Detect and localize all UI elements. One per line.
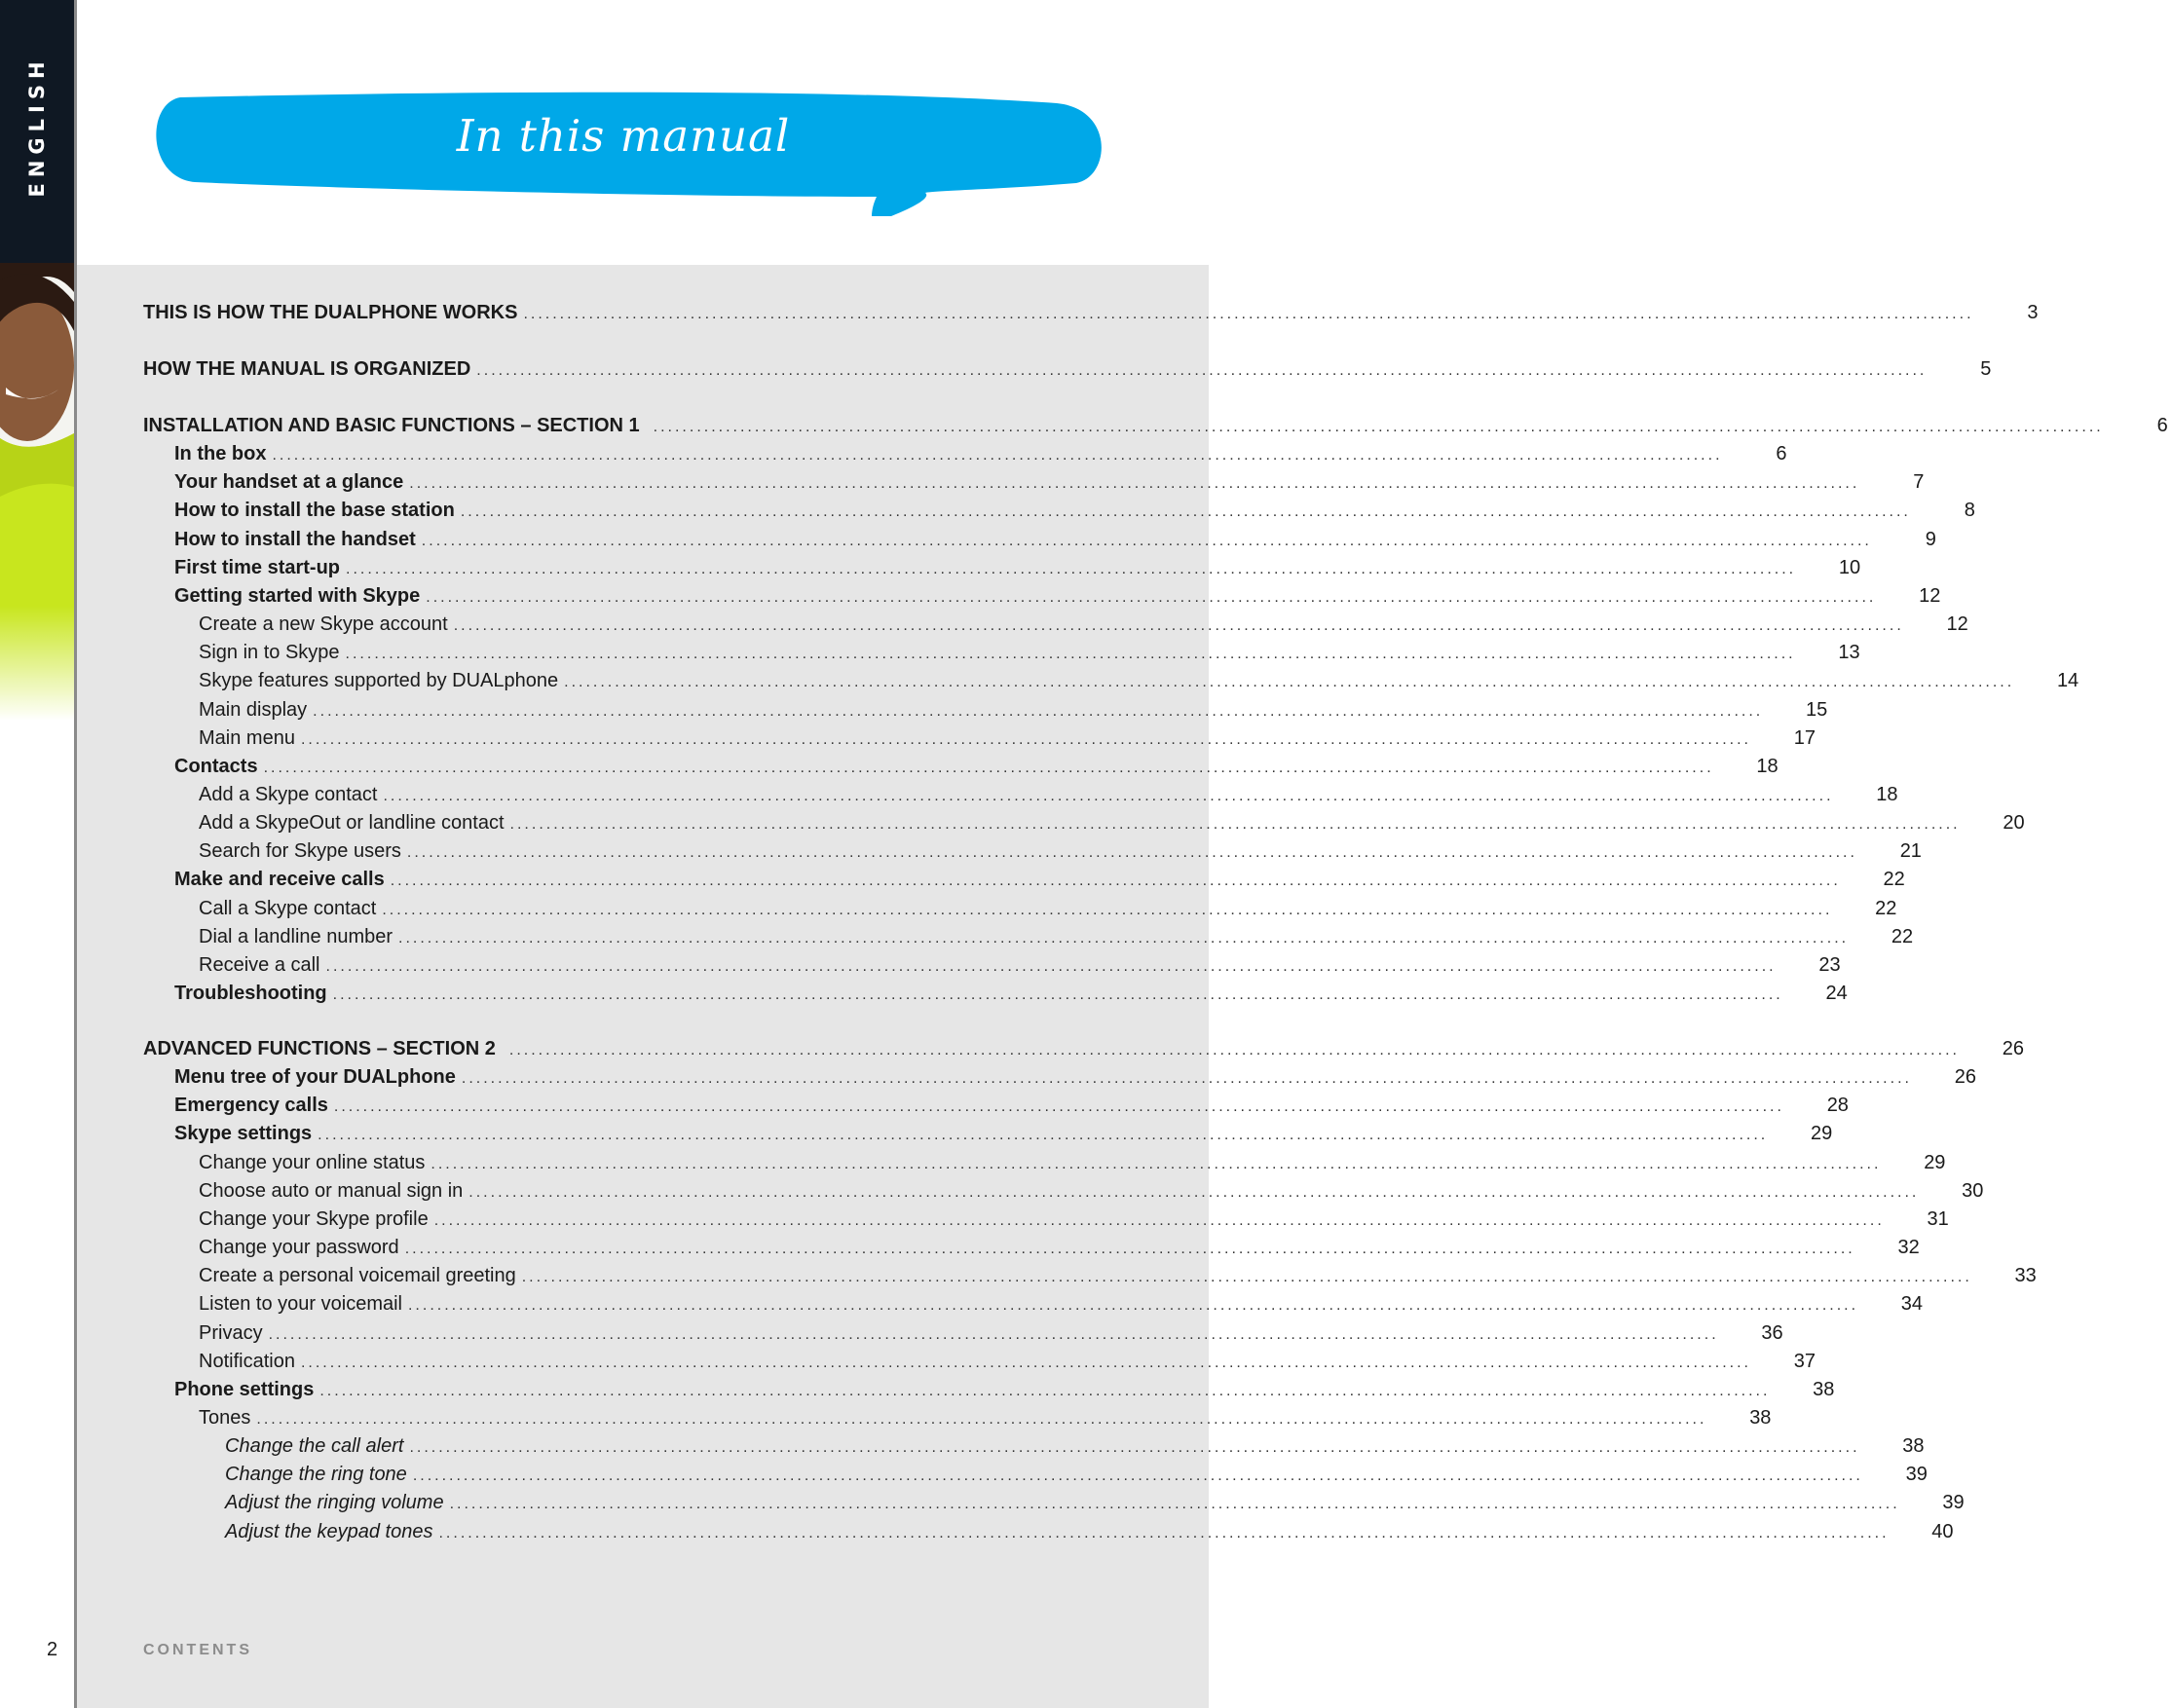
dot-leader: ........................................................................................................................................................................................................ [409,475,1860,493]
toc-entry-title: Adjust the keypad tones [225,1520,433,1542]
dot-leader: ........................................................................................................................................................................................................ [383,787,1834,804]
dot-leader: ........................................................................................................................................................................................................ [313,702,1764,720]
page-title: In this manual [456,110,791,162]
dot-leader: ........................................................................................................................................................................................................ [461,1070,1912,1088]
dot-leader: ........................................................................................................................................................................................................ [523,306,1974,322]
toc-entry-title: ADVANCED FUNCTIONS – SECTION 2 [143,1038,496,1059]
toc-entry[interactable] [143,1095,1849,1123]
dot-leader: ........................................................................................................................................................................................................ [319,1382,1771,1399]
toc-entry[interactable] [143,358,1992,387]
dot-leader: ........................................................................................................................................................................................................ [438,1524,1890,1541]
toc-page-number: 26 [2002,1038,2024,1059]
toc-page-number: 38 [1813,1378,1835,1400]
language-label: ENGLISH [25,56,49,198]
toc-entry-title: Change the call alert [225,1435,404,1458]
dot-leader: ........................................................................................................................................................................................................ [398,929,1850,947]
dot-leader: ........................................................................................................................................................................................................ [431,1155,1882,1172]
toc-page-number: 38 [1902,1435,1925,1458]
toc-entry[interactable] [143,869,1905,897]
toc-page-number: 31 [1927,1207,1949,1230]
toc-entry-title: Change your Skype profile [199,1207,429,1230]
toc-page-number: 3 [2027,302,2039,323]
toc-entry-title: Call a Skype contact [199,897,377,919]
dot-leader: ........................................................................................................................................................................................................ [433,1211,1885,1229]
dot-leader: ........................................................................................................................................................................................................ [300,730,1751,748]
toc-entry-title: Adjust the ringing volume [225,1492,444,1514]
toc-entry[interactable] [143,1492,1965,1520]
dot-leader: ........................................................................................................................................................................................................ [333,1098,1784,1116]
toc-page-number: 20 [2003,812,2025,835]
toc-entry[interactable] [143,1293,1924,1321]
toc-entry-title: Make and receive calls [174,869,385,891]
section-label: CONTENTS [143,1642,252,1658]
toc-entry[interactable] [143,1151,1946,1180]
dot-leader: ........................................................................................................................................................................................................ [272,447,1723,464]
toc-entry[interactable] [143,698,1828,727]
toc-page-number: 29 [1810,1123,1833,1145]
toc-entry[interactable] [143,812,2025,840]
dot-leader: ........................................................................................................................................................................................................ [412,1467,1863,1485]
toc-page-number: 22 [1875,897,1897,919]
toc-entry[interactable] [143,1237,1920,1265]
toc-entry[interactable] [143,642,1860,670]
toc-page-number: 9 [1925,528,1936,550]
dot-leader: ........................................................................................................................................................................................................ [390,873,1841,890]
toc-entry[interactable] [143,613,1968,642]
toc-entry[interactable] [143,1265,2037,1293]
dot-leader: ........................................................................................................................................................................................................ [521,1269,1972,1286]
toc-entry-title: Your handset at a glance [174,471,404,494]
dot-leader: ........................................................................................................................................................................................................ [476,362,1928,379]
toc-entry[interactable] [143,1464,1928,1492]
toc-page-number: 24 [1825,983,1848,1004]
toc-page-number: 8 [1964,500,1975,522]
toc-entry[interactable] [143,302,2039,330]
toc-page-number: 5 [1980,358,1992,380]
dot-leader: ........................................................................................................................................................................................................ [449,1496,1900,1513]
toc-page-number: 18 [1876,783,1898,805]
toc-entry-title: Add a SkypeOut or landline contact [199,812,505,835]
dot-leader: ........................................................................................................................................................................................................ [300,1354,1751,1371]
toc-entry-title: INSTALLATION AND BASIC FUNCTIONS – SECTION 1 [143,415,640,436]
toc-entry-title: Phone settings [174,1378,315,1400]
toc-page-number: 36 [1761,1321,1783,1344]
toc-entry-title: Main menu [199,726,295,749]
toc-entry-title: HOW THE MANUAL IS ORGANIZED [143,358,471,380]
toc-page-number: 14 [2056,670,2079,692]
toc-page-number: 29 [1924,1151,1946,1173]
toc-page-number: 33 [2014,1265,2037,1287]
toc-entry-title: Create a personal voicemail greeting [199,1265,516,1287]
toc-entry[interactable] [143,1350,1816,1379]
toc-entry[interactable] [143,1520,1954,1549]
toc-entry-title: Privacy [199,1321,263,1344]
dot-leader: ........................................................................................................................................................................................................ [346,560,1797,577]
toc-entry-title: Change your online status [199,1151,426,1173]
toc-page-number: 6 [1776,443,1787,465]
toc-page-number: 40 [1931,1520,1954,1542]
dot-leader: ........................................................................................................................................................................................................ [268,1325,1719,1343]
toc-page-number: 22 [1891,925,1914,947]
toc-entry-title: Skype features supported by DUALphone [199,670,559,692]
toc-entry[interactable] [143,1179,1984,1208]
toc-entry[interactable] [143,415,2168,443]
toc-entry[interactable] [143,1406,1772,1435]
toc-entry[interactable] [143,783,1898,812]
toc-page-number: 13 [1838,642,1860,664]
dot-leader: ........................................................................................................................................................................................................ [382,901,1833,918]
toc-entry[interactable] [143,755,1779,784]
toc-page-number: 28 [1826,1095,1849,1117]
toc-page-number: 30 [1962,1179,1984,1202]
toc-entry-title: In the box [174,443,267,465]
toc-entry-title: Dial a landline number [199,925,393,947]
toc-entry-title: How to install the base station [174,500,455,522]
dot-leader: ........................................................................................................................................................................................................ [453,617,1904,635]
dot-leader: ........................................................................................................................................................................................................ [407,1297,1859,1315]
toc-entry[interactable] [143,670,2079,698]
toc-entry-title: Skype settings [174,1123,313,1145]
toc-entry-title: Choose auto or manual sign in [199,1179,464,1202]
toc-entry-title: Notification [199,1350,295,1372]
toc-entry[interactable] [143,1321,1783,1351]
dot-leader: ........................................................................................................................................................................................................ [332,986,1783,1003]
dot-leader: ........................................................................................................................................................................................................ [468,1183,1920,1201]
toc-entry-title: Tones [199,1406,251,1429]
toc-page-number: 7 [1913,471,1925,494]
dot-leader: ........................................................................................................................................................................................................ [508,1042,1960,1058]
toc-entry[interactable] [143,1435,1925,1464]
dot-leader: ........................................................................................................................................................................................................ [404,1241,1855,1258]
toc-entry[interactable] [143,1066,1976,1095]
toc-page-number: 22 [1883,869,1905,891]
toc-page-number: 39 [1942,1492,1965,1514]
toc-page-number: 18 [1756,755,1779,777]
dot-leader: ........................................................................................................................................................................................................ [318,1127,1769,1144]
toc-entry[interactable] [143,443,1787,471]
toc-entry-title: THIS IS HOW THE DUALPHONE WORKS [143,302,518,323]
toc-entry-title: Search for Skype users [199,840,401,863]
toc-page-number: 12 [1946,613,1968,636]
toc-entry-title: Receive a call [199,953,320,976]
dot-leader: ........................................................................................................................................................................................................ [460,503,1911,521]
toc-entry[interactable] [143,925,1914,954]
toc-entry[interactable] [143,1038,2024,1066]
toc-entry-title: Getting started with Skype [174,584,421,607]
toc-entry[interactable] [143,1207,1949,1237]
toc-entry[interactable] [143,584,1941,613]
toc-entry-title: Emergency calls [174,1095,328,1117]
language-tab [0,0,74,263]
dot-leader: ........................................................................................................................................................................................................ [653,419,2104,435]
dot-leader: ........................................................................................................................................................................................................ [409,1439,1860,1457]
toc-page-number: 32 [1897,1237,1920,1259]
toc-entry[interactable] [143,983,1848,1011]
toc-entry[interactable] [143,528,1936,557]
toc-page-number: 39 [1905,1464,1928,1486]
toc-page-number: 6 [2156,415,2168,436]
toc-page-number: 21 [1899,840,1922,863]
toc-entry-title: Contacts [174,755,258,777]
toc-page-number: 37 [1793,1350,1816,1372]
dot-leader: ........................................................................................................................................................................................................ [426,588,1877,606]
toc-entry-title: Troubleshooting [174,983,327,1004]
toc-entry-title: Main display [199,698,308,721]
toc-page-number: 23 [1818,953,1841,976]
toc-entry[interactable] [143,556,1861,585]
toc-entry[interactable] [143,726,1816,756]
dot-leader: ........................................................................................................................................................................................................ [345,646,1796,663]
toc-entry-title: Create a new Skype account [199,613,448,636]
toc-entry[interactable] [143,953,1841,983]
toc-page-number: 15 [1805,698,1828,721]
toc-page-number: 17 [1793,726,1816,749]
toc-page-number: 26 [1954,1066,1976,1089]
toc-page-number: 10 [1838,556,1861,578]
dot-leader: ........................................................................................................................................................................................................ [263,759,1714,776]
toc-entry[interactable] [143,897,1897,926]
person-photo [0,263,74,721]
toc-entry-title: Add a Skype contact [199,783,378,805]
dot-leader: ........................................................................................................................................................................................................ [406,844,1857,862]
toc-entry[interactable] [143,840,1922,869]
toc-entry[interactable] [143,1378,1835,1407]
toc-entry-title: How to install the handset [174,528,416,550]
toc-entry-title: Sign in to Skype [199,642,340,664]
toc-entry-title: Change your password [199,1237,399,1259]
toc-page-number: 38 [1749,1406,1772,1429]
toc-entry[interactable] [143,500,1975,528]
dot-leader: ........................................................................................................................................................................................................ [564,674,2015,691]
dot-leader: ........................................................................................................................................................................................................ [421,532,1872,549]
dot-leader: ........................................................................................................................................................................................................ [325,957,1777,975]
toc-entry-title: Menu tree of your DUALphone [174,1066,456,1089]
dot-leader: ........................................................................................................................................................................................................ [256,1410,1707,1428]
toc-entry-title: First time start-up [174,556,341,578]
dot-leader: ........................................................................................................................................................................................................ [509,816,1961,834]
toc-entry[interactable] [143,471,1925,500]
toc-entry-title: Listen to your voicemail [199,1293,402,1316]
page-number: 2 [47,1639,58,1660]
toc-page-number: 12 [1919,584,1941,607]
toc-entry-title: Change the ring tone [225,1464,407,1486]
toc-entry[interactable] [143,1123,1833,1151]
toc-page-number: 34 [1900,1293,1924,1316]
